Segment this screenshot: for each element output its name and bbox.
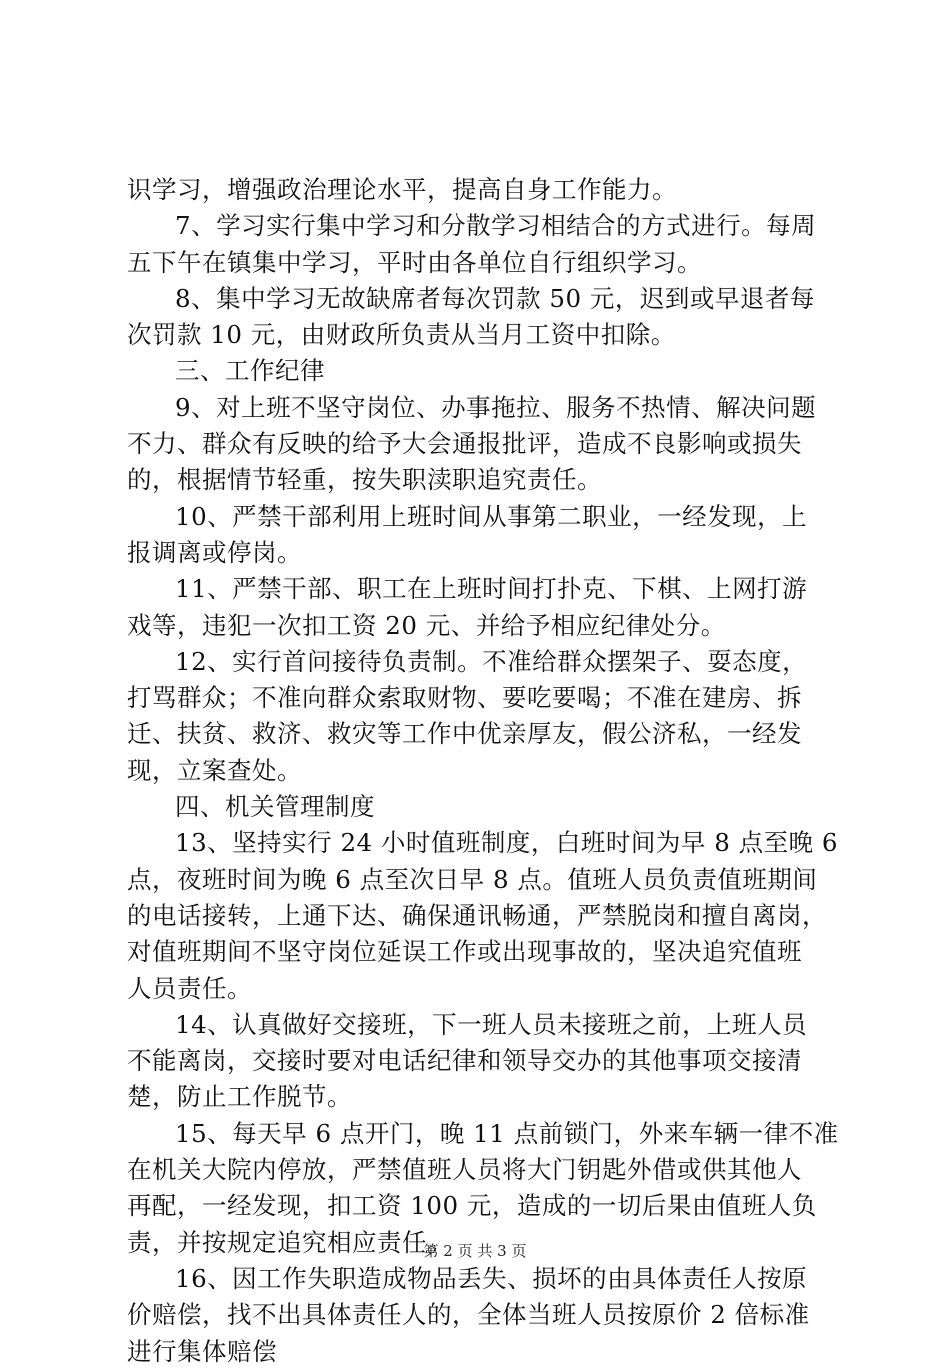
text-line: 不力、群众有反映的给予大会通报批评，造成不良影响或损失 <box>127 429 802 459</box>
text-line: 16、因工作失职造成物品丢失、损坏的由具体责任人按原 <box>175 1263 808 1293</box>
text-line: 五下午在镇集中学习，平时由各单位自行组织学习。 <box>127 247 702 277</box>
text-line: 价赔偿，找不出具体责任人的，全体当班人员按原价 2 倍标准 <box>127 1300 810 1330</box>
text-line: 8、集中学习无故缺席者每次罚款 50 元，迟到或早退者每 <box>175 283 815 313</box>
text-line: 打骂群众；不准向群众索取财物、要吃要喝；不准在建房、拆 <box>127 683 802 713</box>
text-line: 的电话接转，上通下达、确保通讯畅通，严禁脱岗和擅自离岗， <box>127 900 827 930</box>
text-line: 在机关大院内停放，严禁值班人员将大门钥匙外借或供其他人 <box>127 1155 802 1185</box>
text-line: 的，根据情节轻重，按失职渎职追究责任。 <box>127 465 602 495</box>
text-line: 现，立案查处。 <box>127 755 302 785</box>
text-line: 次罚款 10 元，由财政所负责从当月工资中扣除。 <box>127 320 676 350</box>
text-line: 责，并按规定追究相应责任。 <box>127 1227 452 1257</box>
text-line: 不能离岗，交接时要对电话纪律和领导交办的其他事项交接清 <box>127 1046 802 1076</box>
section-heading: 四、机关管理制度 <box>175 792 375 822</box>
text-line: 13、坚持实行 24 小时值班制度，白班时间为早 8 点至晚 6 <box>175 828 838 858</box>
text-line: 7、学习实行集中学习和分散学习相结合的方式进行。每周 <box>175 211 817 241</box>
section-heading: 三、工作纪律 <box>175 356 325 386</box>
text-line: 11、严禁干部、职工在上班时间打扑克、下棋、上网打游 <box>175 574 808 604</box>
text-line: 迁、扶贫、救济、救灾等工作中优亲厚友，假公济私，一经发 <box>127 719 802 749</box>
text-line: 报调离或停岗。 <box>127 537 302 567</box>
text-line: 14、认真做好交接班，下一班人员未接班之前，上班人员 <box>175 1009 808 1039</box>
text-line: 15、每天早 6 点开门，晚 11 点前锁门，外来车辆一律不准 <box>175 1118 839 1148</box>
text-line: 进行集体赔偿 <box>127 1336 277 1366</box>
text-line: 戏等，违犯一次扣工资 20 元、并给予相应纪律处分。 <box>127 610 726 640</box>
text-line: 再配，一经发现，扣工资 100 元，造成的一切后果由值班人负 <box>127 1191 817 1221</box>
text-line: 识学习，增强政治理论水平，提高自身工作能力。 <box>127 175 677 204</box>
text-line: 12、实行首问接待负责制。不准给群众摆架子、耍态度， <box>175 646 808 676</box>
text-line: 楚，防止工作脱节。 <box>127 1082 352 1112</box>
document-body <box>127 172 839 1370</box>
text-line: 10、严禁干部利用上班时间从事第二职业，一经发现，上 <box>175 501 808 531</box>
page-number-footer: 第 2 页 共 3 页 <box>423 1242 527 1260</box>
text-line: 点，夜班时间为晚 6 点至次日早 8 点。值班人员负责值班期间 <box>127 864 818 894</box>
text-line: 9、对上班不坚守岗位、办事拖拉、服务不热情、解决问题 <box>175 392 817 422</box>
text-line: 人员责任。 <box>127 973 252 1003</box>
text-line: 对值班期间不坚守岗位延误工作或出现事故的，坚决追究值班 <box>127 937 802 967</box>
